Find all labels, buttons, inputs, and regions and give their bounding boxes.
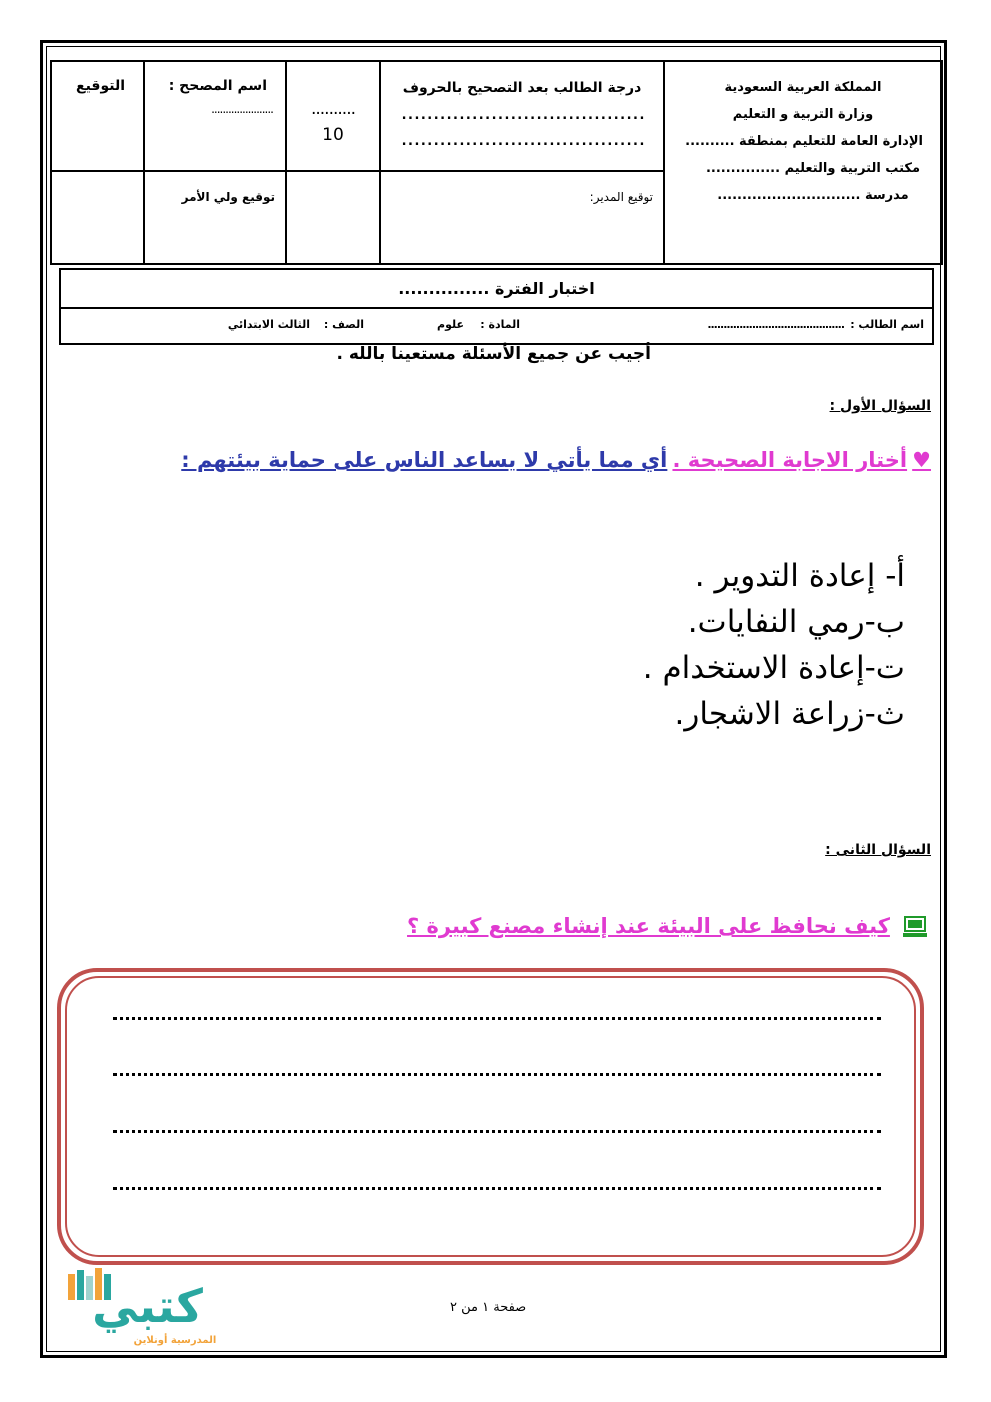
logo-text: كتبي: [92, 1279, 203, 1333]
student-info-row: [60, 308, 933, 344]
guardian-cell: [144, 171, 286, 264]
class-label: الصف :: [323, 318, 364, 331]
class-value: الثالث الابتدائي: [227, 318, 310, 331]
grade-dots-1: ......................................: [399, 107, 645, 123]
grade-dots-2: ......................................: [399, 133, 645, 149]
grade-cell: [380, 61, 664, 171]
q1-option-c[interactable]: [643, 645, 905, 691]
option-letter: ت-: [864, 650, 905, 686]
option-text: زراعة الاشجار.: [674, 696, 865, 732]
ministry-line-2: وزارة التربية و التعليم: [732, 107, 874, 122]
student-name-field[interactable]: ...........................................: [707, 318, 844, 331]
option-letter: ب-: [864, 604, 905, 640]
score-total: 10: [322, 125, 344, 145]
logo-subtitle: المدرسية أونلاين: [133, 1335, 217, 1346]
principal-cell: [380, 171, 664, 264]
principal-signature: توقيع المدير:: [589, 190, 653, 204]
option-letter: ث-: [864, 696, 905, 732]
ministry-line-4: مكتب التربية والتعليم ...............: [705, 161, 920, 176]
answer-line[interactable]: [113, 1017, 881, 1020]
option-letter: أ-: [885, 558, 905, 594]
signature-cell: [51, 61, 144, 171]
guardian-signature: توقيع ولي الأمر: [181, 190, 275, 204]
page-number: صفحة ١ من ٢: [450, 1300, 527, 1315]
signature-label: التوقيع: [76, 78, 125, 94]
q1-option-a[interactable]: [643, 553, 905, 599]
computer-icon: [903, 916, 927, 942]
student-name-label: اسم الطالب :: [850, 318, 924, 331]
score-dots: ..........: [310, 99, 356, 119]
q1-prompt-part2: أي مما يأتي لا يساعد الناس على حماية بيئتهم :: [181, 448, 668, 472]
score-cell-2: [286, 171, 380, 264]
q1-prompt: [181, 448, 931, 472]
q2-prompt-row: [407, 914, 927, 942]
q1-option-b[interactable]: [643, 599, 905, 645]
corrector-cell: [144, 61, 286, 171]
corrector-dots: ......................: [211, 102, 273, 116]
q1-option-d[interactable]: [643, 691, 905, 737]
q2-prompt: كيف نحافظ على البيئة عند إنشاء مصنع كبيرة ؟: [407, 914, 890, 938]
exam-info-table: [59, 268, 934, 345]
signature-cell-2: [51, 171, 144, 264]
ministry-line-5: مدرسة .............................: [717, 188, 909, 203]
q1-heading: السؤال الأول :: [829, 398, 931, 414]
ministry-line-1: المملكة العربية السعودية: [724, 80, 882, 95]
instruction: أجيب عن جميع الأسئلة مستعينا بالله .: [336, 344, 651, 364]
grade-label: درجة الطالب بعد التصحيح بالحروف: [402, 80, 642, 96]
subject-value: علوم: [437, 318, 464, 331]
answer-line[interactable]: [113, 1187, 881, 1190]
exam-title: اختبار الفترة ...............: [60, 269, 933, 308]
ministry-cell: [664, 61, 942, 264]
corrector-label: اسم المصحح :: [168, 78, 267, 94]
q2-heading: السؤال الثانى :: [825, 842, 931, 858]
option-text: إعادة التدوير .: [694, 558, 876, 594]
q1-options: [643, 553, 905, 737]
answer-line[interactable]: [113, 1073, 881, 1076]
heart-icon: ♥: [912, 448, 931, 472]
score-cell: [286, 61, 380, 171]
q1-prompt-part1: أختار الاجابة الصحيحة .: [672, 448, 908, 472]
answer-line[interactable]: [113, 1130, 881, 1133]
header-table: [50, 60, 943, 265]
option-text: إعادة الاستخدام .: [642, 650, 865, 686]
subject-label: المادة :: [480, 318, 520, 331]
ministry-line-3: الإدارة العامة للتعليم بمنطقة ..........: [685, 134, 923, 149]
option-text: رمي النفايات.: [687, 604, 865, 640]
